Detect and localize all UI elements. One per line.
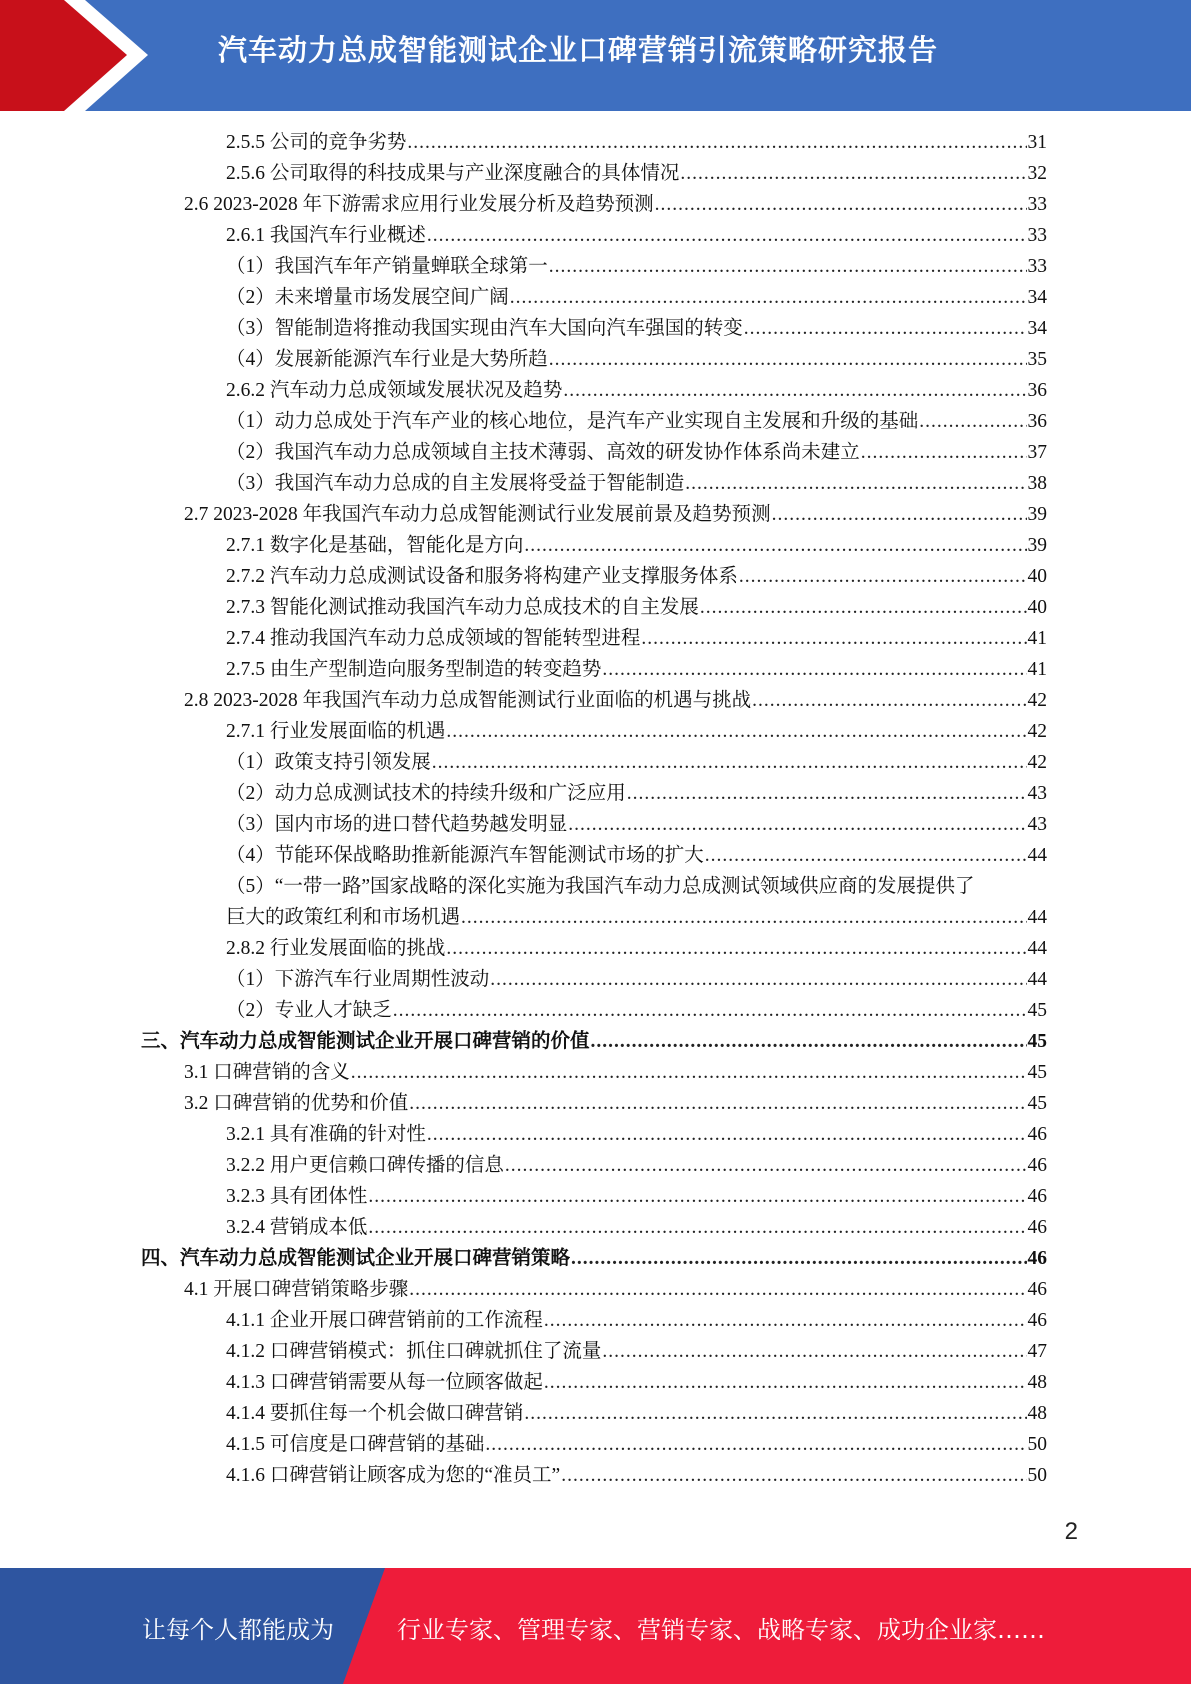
toc-entry[interactable]: 2.6.1 我国汽车行业概述 ..... 33: [226, 220, 1047, 251]
toc-entry[interactable]: 4.1.1 企业开展口碑营销前的工作流程 ..... 46: [226, 1305, 1047, 1336]
toc-entry[interactable]: 2.5.6 公司取得的科技成果与产业深度融合的具体情况 ..... 32: [226, 158, 1047, 189]
toc-entry[interactable]: 3.2 口碑营销的优势和价值 ..... 45: [184, 1088, 1047, 1119]
toc-entry-wrapped[interactable]: （5）“一带一路”国家战略的深化实施为我国汽车动力总成测试领域供应商的发展提供了: [226, 876, 975, 897]
toc-entry[interactable]: 2.7.1 行业发展面临的机遇 ..... 42: [226, 716, 1047, 747]
toc-entry[interactable]: 2.7.2 汽车动力总成测试设备和服务将构建产业支撑服务体系 ..... 40: [226, 561, 1047, 592]
toc-entry[interactable]: （2）动力总成测试技术的持续升级和广泛应用 ..... 43: [226, 778, 1047, 809]
toc-chapter-entry[interactable]: 四、汽车动力总成智能测试企业开展口碑营销策略 ..... 46: [141, 1243, 1047, 1274]
toc-entry[interactable]: （3）国内市场的进口替代趋势越发明显 ..... 43: [226, 809, 1047, 840]
toc-entry[interactable]: 巨大的政策红利和市场机遇 ..... 44: [226, 902, 1047, 933]
toc-entry[interactable]: 3.2.1 具有准确的针对性 ..... 46: [226, 1119, 1047, 1150]
toc-entry[interactable]: 2.7.5 由生产型制造向服务型制造的转变趋势 ..... 41: [226, 654, 1047, 685]
toc-entry[interactable]: 2.7.3 智能化测试推动我国汽车动力总成技术的自主发展 ..... 40: [226, 592, 1047, 623]
toc-entry[interactable]: 2.7 2023-2028 年我国汽车动力总成智能测试行业发展前景及趋势预测 ..... 39: [184, 499, 1047, 530]
page-footer: [0, 1568, 1191, 1684]
toc-entry[interactable]: 3.2.2 用户更信赖口碑传播的信息 ..... 46: [226, 1150, 1047, 1181]
toc-entry[interactable]: 4.1.2 口碑营销模式：抓住口碑就抓住了流量 ..... 47: [226, 1336, 1047, 1367]
report-title: 汽车动力总成智能测试企业口碑营销引流策略研究报告: [218, 33, 939, 67]
toc-entry[interactable]: 2.7.4 推动我国汽车动力总成领域的智能转型进程 ..... 41: [226, 623, 1047, 654]
toc-entry[interactable]: （4）发展新能源汽车行业是大势所趋 ..... 35: [226, 344, 1047, 375]
page-header: [0, 0, 1191, 111]
toc-chapter-entry[interactable]: 三、汽车动力总成智能测试企业开展口碑营销的价值 ..... 45: [141, 1026, 1047, 1057]
toc-entry[interactable]: 2.5.5 公司的竞争劣势 ..... 31: [226, 127, 1047, 158]
toc-entry[interactable]: 2.8.2 行业发展面临的挑战 ..... 44: [226, 933, 1047, 964]
toc-entry[interactable]: （1）下游汽车行业周期性波动 ..... 44: [226, 964, 1047, 995]
toc-entry[interactable]: 4.1.5 可信度是口碑营销的基础 ..... 50: [226, 1429, 1047, 1460]
toc-entry[interactable]: 3.1 口碑营销的含义 ..... 45: [184, 1057, 1047, 1088]
toc-entry[interactable]: （2）未来增量市场发展空间广阔 ..... 34: [226, 282, 1047, 313]
toc-entry[interactable]: 2.7.1 数字化是基础，智能化是方向 ..... 39: [226, 530, 1047, 561]
toc-entry[interactable]: 2.6 2023-2028 年下游需求应用行业发展分析及趋势预测 ..... 33: [184, 189, 1047, 220]
toc-entry[interactable]: （4）节能环保战略助推新能源汽车智能测试市场的扩大 ..... 44: [226, 840, 1047, 871]
footer-slogan-right: 行业专家、管理专家、营销专家、战略专家、成功企业家……: [397, 1616, 1045, 1644]
toc-entry[interactable]: 4.1.6 口碑营销让顾客成为您的“准员工” ..... 50: [226, 1460, 1047, 1491]
toc-entry[interactable]: 4.1 开展口碑营销策略步骤 ..... 46: [184, 1274, 1047, 1305]
toc-entry[interactable]: （3）智能制造将推动我国实现由汽车大国向汽车强国的转变 ..... 34: [226, 313, 1047, 344]
toc-entry[interactable]: 2.8 2023-2028 年我国汽车动力总成智能测试行业面临的机遇与挑战 ..... 42: [184, 685, 1047, 716]
toc-entry[interactable]: （1）动力总成处于汽车产业的核心地位，是汽车产业实现自主发展和升级的基础 ..... 36: [226, 406, 1047, 437]
toc-entry[interactable]: （2）专业人才缺乏 ..... 45: [226, 995, 1047, 1026]
toc-entry[interactable]: （3）我国汽车动力总成的自主发展将受益于智能制造 ..... 38: [226, 468, 1047, 499]
page-number: 2: [1064, 1518, 1078, 1545]
toc-entry[interactable]: 4.1.4 要抓住每一个机会做口碑营销 ..... 48: [226, 1398, 1047, 1429]
toc-entry[interactable]: （1）政策支持引领发展 ..... 42: [226, 747, 1047, 778]
toc-entry[interactable]: （1）我国汽车年产销量蝉联全球第一 ..... 33: [226, 251, 1047, 282]
footer-slogan-left: 让每个人都能成为: [142, 1616, 334, 1644]
toc-entry[interactable]: 4.1.3 口碑营销需要从每一位顾客做起 ..... 48: [226, 1367, 1047, 1398]
toc-entry[interactable]: 3.2.3 具有团体性 ..... 46: [226, 1181, 1047, 1212]
toc-entry[interactable]: 3.2.4 营销成本低 ..... 46: [226, 1212, 1047, 1243]
toc-entry[interactable]: （2）我国汽车动力总成领域自主技术薄弱、高效的研发协作体系尚未建立 ..... 37: [226, 437, 1047, 468]
toc-entry[interactable]: 2.6.2 汽车动力总成领域发展状况及趋势 ..... 36: [226, 375, 1047, 406]
